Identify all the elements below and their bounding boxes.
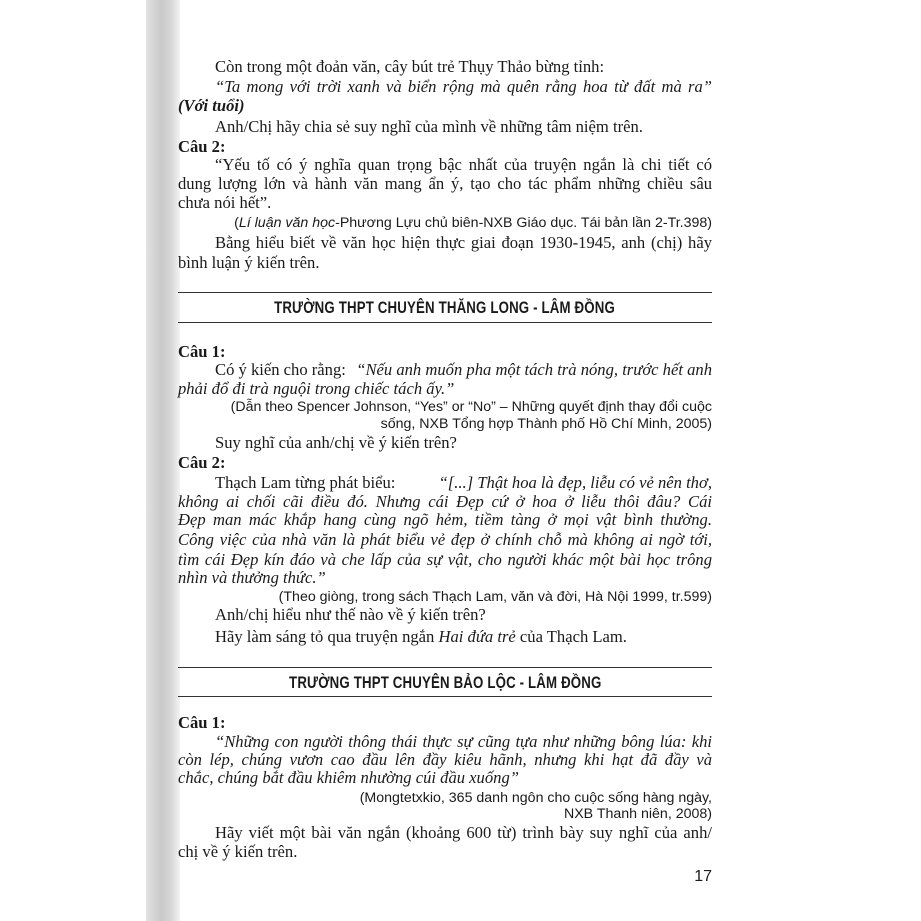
citation: (Theo giòng, trong sách Thạch Lam, văn và đời, Hà Nội 1999, tr.599) [278,589,712,605]
question-quote: nhìn và thưởng thức.” [178,568,326,587]
question-label: Câu 2: [178,453,226,472]
question-text [215,360,712,380]
section-rule-bottom [178,322,712,323]
section-heading [178,673,712,693]
task-text: bình luận ý kiến trên. [178,253,320,272]
citation-title: Lí luận văn học [238,215,336,231]
section-rule-bottom [178,696,712,697]
task-text: Suy nghĩ của anh/chị về ý kiến trên? [215,433,457,452]
task-text [215,627,712,647]
question-text: dung lượng lớn và hành văn mang ẩn ý, tạo cho tác phẩm những chiều sâu [178,174,712,193]
section-rule-top [178,292,712,293]
intro-quote: “Ta mong với trời xanh và biển rộng mà quên rằng hoa từ đất mà ra” [215,77,712,96]
question-quote: “Nếu anh muốn pha một tách trà nóng, trước hết anh [356,360,712,379]
question-quote: còn lép, chúng vươn cao đầu lên đầy kiêu hãnh, nhưng khi hạt đã đầy và [178,750,712,769]
task-text-part: Hãy làm sáng tỏ qua truyện ngắn [215,627,439,646]
section-heading-text: TRƯỜNG THPT CHUYÊN BẢO LỘC - LÂM ĐỒNG [288,673,602,692]
question-lead: Thạch Lam từng phát biểu: [215,473,400,492]
question-quote: “Những con người thông thái thực sự cũng tựa như những bông lúa: khi [215,732,712,751]
intro-task: Anh/Chị hãy chia sẻ suy nghĩ của mình về những tâm niệm trên. [215,117,643,136]
question-text: “Yếu tố có ý nghĩa quan trọng bậc nhất của truyện ngắn là chi tiết có [215,155,712,174]
citation [178,213,712,233]
task-text: Bằng hiểu biết về văn học hiện thực giai đoạn 1930-1945, anh (chị) hãy [215,233,712,252]
section-heading [178,298,712,318]
task-text: Hãy viết một bài văn ngắn (khoảng 600 từ) trình bày suy nghĩ của anh/ [215,823,712,842]
citation: NXB Thanh niên, 2008) [563,806,712,822]
question-text: chưa nói hết”. [178,193,272,212]
citation: (Mongtetxkio, 365 danh ngôn cho cuộc sống hàng ngày, [359,790,712,806]
task-text: Anh/chị hiểu như thế nào về ý kiến trên? [215,605,486,624]
section-heading-text: TRƯỜNG THPT CHUYÊN THĂNG LONG - LÂM ĐỒNG [274,298,616,317]
question-label: Câu 1: [178,342,226,361]
question-quote: “[...] Thật hoa là đẹp, liễu có vẻ nên thơ, [438,473,712,492]
page-number: 17 [694,868,712,885]
question-quote: Đẹp man mác khắp hang cùng ngõ hẻm, tiềm tàng ở mọi vật bình thường. [178,510,712,529]
question-quote: phải đổ đi trà nguội trong chiếc tách ấy.” [178,379,455,398]
question-quote: tìm cái Đẹp kín đáo và che lấp của sự vật, cho người khác một bài học trông [178,550,712,569]
question-quote: không ai chối cãi điều đó. Nhưng cái Đẹp cứ ở hoa ở liễu thôi đâu? Cái [178,492,712,511]
question-quote: Công việc của nhà văn là phát biểu vẻ đẹp ở chính chỗ mà không ai ngờ tới, [178,530,712,549]
citation-paren: ( [234,215,239,231]
citation-rest: -Phương Lựu chủ biên-NXB Giáo dục. Tái bản lần 2-Tr.398) [335,215,712,231]
task-text: chị về ý kiến trên. [178,842,298,861]
work-title: Hai đứa trẻ [438,627,516,646]
question-text [215,473,712,493]
citation: sống, NXB Tổng hợp Thành phố Hồ Chí Minh, 2005) [380,416,712,432]
intro-source: (Với tuổi) [178,96,245,115]
question-lead: Có ý kiến cho rằng: [215,360,351,379]
citation: (Dẫn theo Spencer Johnson, “Yes” or “No” – Những quyết định thay đổi cuộc [230,399,712,415]
question-label: Câu 1: [178,713,226,732]
section-rule-top [178,667,712,668]
intro-line: Còn trong một đoản văn, cây bút trẻ Thụy Thảo bừng tỉnh: [215,57,605,76]
task-text-part: của Thạch Lam. [515,627,627,646]
question-label: Câu 2: [178,137,226,156]
question-quote: chắc, chúng bắt đầu khiêm nhường cúi đầu xuống” [178,768,519,787]
